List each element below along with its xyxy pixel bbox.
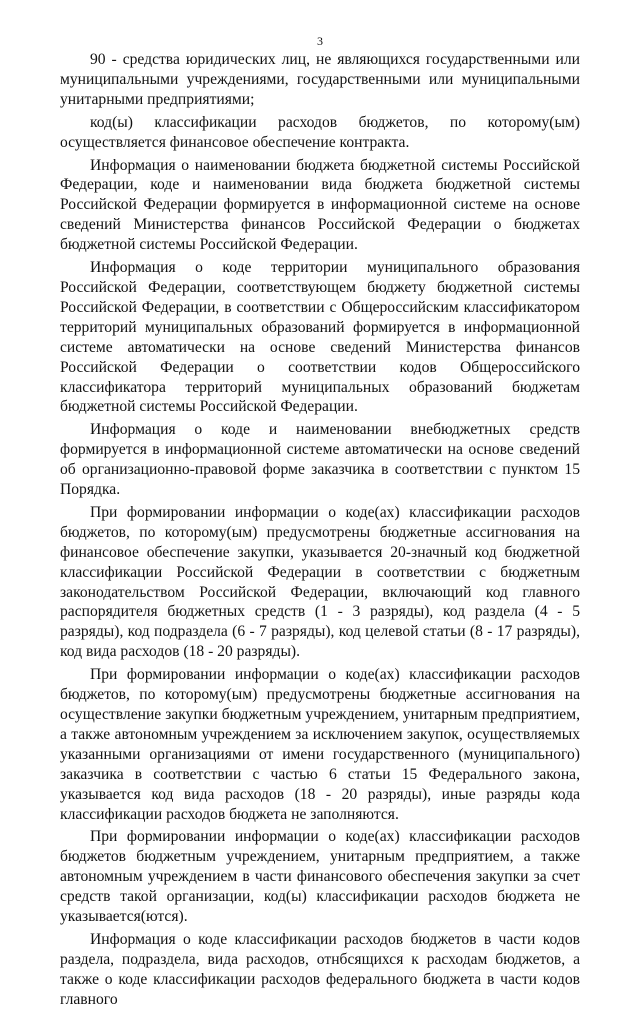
- paragraph-budget-name-info: Информация о наименовании бюджета бюджетной системы Российской Федерации, коде и наименовании вида бюджета бюджетной системы Российской Федерации формируется в информационной системе на основе сведений Министерства финансов Российской Федерации о бюджетах бюджетной системы Российской Федерации.: [60, 156, 580, 254]
- paragraph-extrabudgetary-funds-info: Информация о коде и наименовании внебюджетных средств формируется в информационной системе автоматически на основе сведений об организационно-правовой форме заказчика в соответствии с пунктом 15 Порядка.: [60, 421, 580, 499]
- paragraph-own-funds-code-info: При формировании информации о коде(ах) классификации расходов бюджетов бюджетным учреждением, унитарным предприятием, а также автономным учреждением в части финансового обеспечения закупки за счет средств такой организации, код(ы) классификации расходов бюджета не указывается(ются).: [60, 828, 580, 926]
- document-body: [60, 50, 580, 1013]
- paragraph-budget-institution-code-info: При формировании информации о коде(ах) классификации расходов бюджетов, по которому(ым) предусмотрены бюджетные ассигнования на осуществление закупки бюджетным учреждением, унитарным предприятием, а также автономным учреждением за исключением закупок, осуществляемых указанными организациями от имени государственного (муниципального) заказчика в соответствии с частью 6 статьи 15 Федерального закона, указывается код вида расходов (18 - 20 разряды), иные разряды кода классификации расходов бюджета не заполняются.: [60, 666, 580, 823]
- paragraph-territory-code-info: Информация о коде территории муниципального образования Российской Федерации, соответствующем бюджету бюджетной системы Российской Федерации, в соответствии с Общероссийским классификатором территорий муниципальных образований формируется в информационной системе автоматически на основе сведений Министерства финансов Российской Федерации о соответствии кодов Общероссийского классификатора территорий муниципальных образований бюджетам бюджетной системы Российской Федерации.: [60, 259, 580, 416]
- paragraph-section-subsection-code-info: Информация о коде классификации расходов бюджетов в части кодов раздела, подраздела, вида расходов, отнбсящихся к расходам бюджетов, а также о коде классификации расходов федерального бюджета в части кодов главного: [60, 930, 580, 1008]
- paragraph-budget-classification-codes: код(ы) классификации расходов бюджетов, по которому(ым) осуществляется финансовое обеспечение контракта.: [60, 113, 580, 151]
- paragraph-funding-code-90: 90 - средства юридических лиц, не являющихся государственными или муниципальными учреждениями, государственными или муниципальными унитарными предприятиями;: [60, 51, 580, 108]
- paragraph-20-digit-code-info: При формировании информации о коде(ах) классификации расходов бюджетов, по которому(ым) предусмотрены бюджетные ассигнования на финансовое обеспечение закупки, указывается 20-значный код бюджетной классификации Российской Федерации в соответствии с бюджетным законодательством Российской Федерации, включающий код главного распорядителя бюджетных средств (1 - 3 разряды), код раздела (4 - 5 разряды), код подраздела (6 - 7 разряды), код целевой статьи (8 - 17 разряды), код вида расходов (18 - 20 разряды).: [60, 503, 580, 661]
- page-number: 3: [317, 34, 323, 48]
